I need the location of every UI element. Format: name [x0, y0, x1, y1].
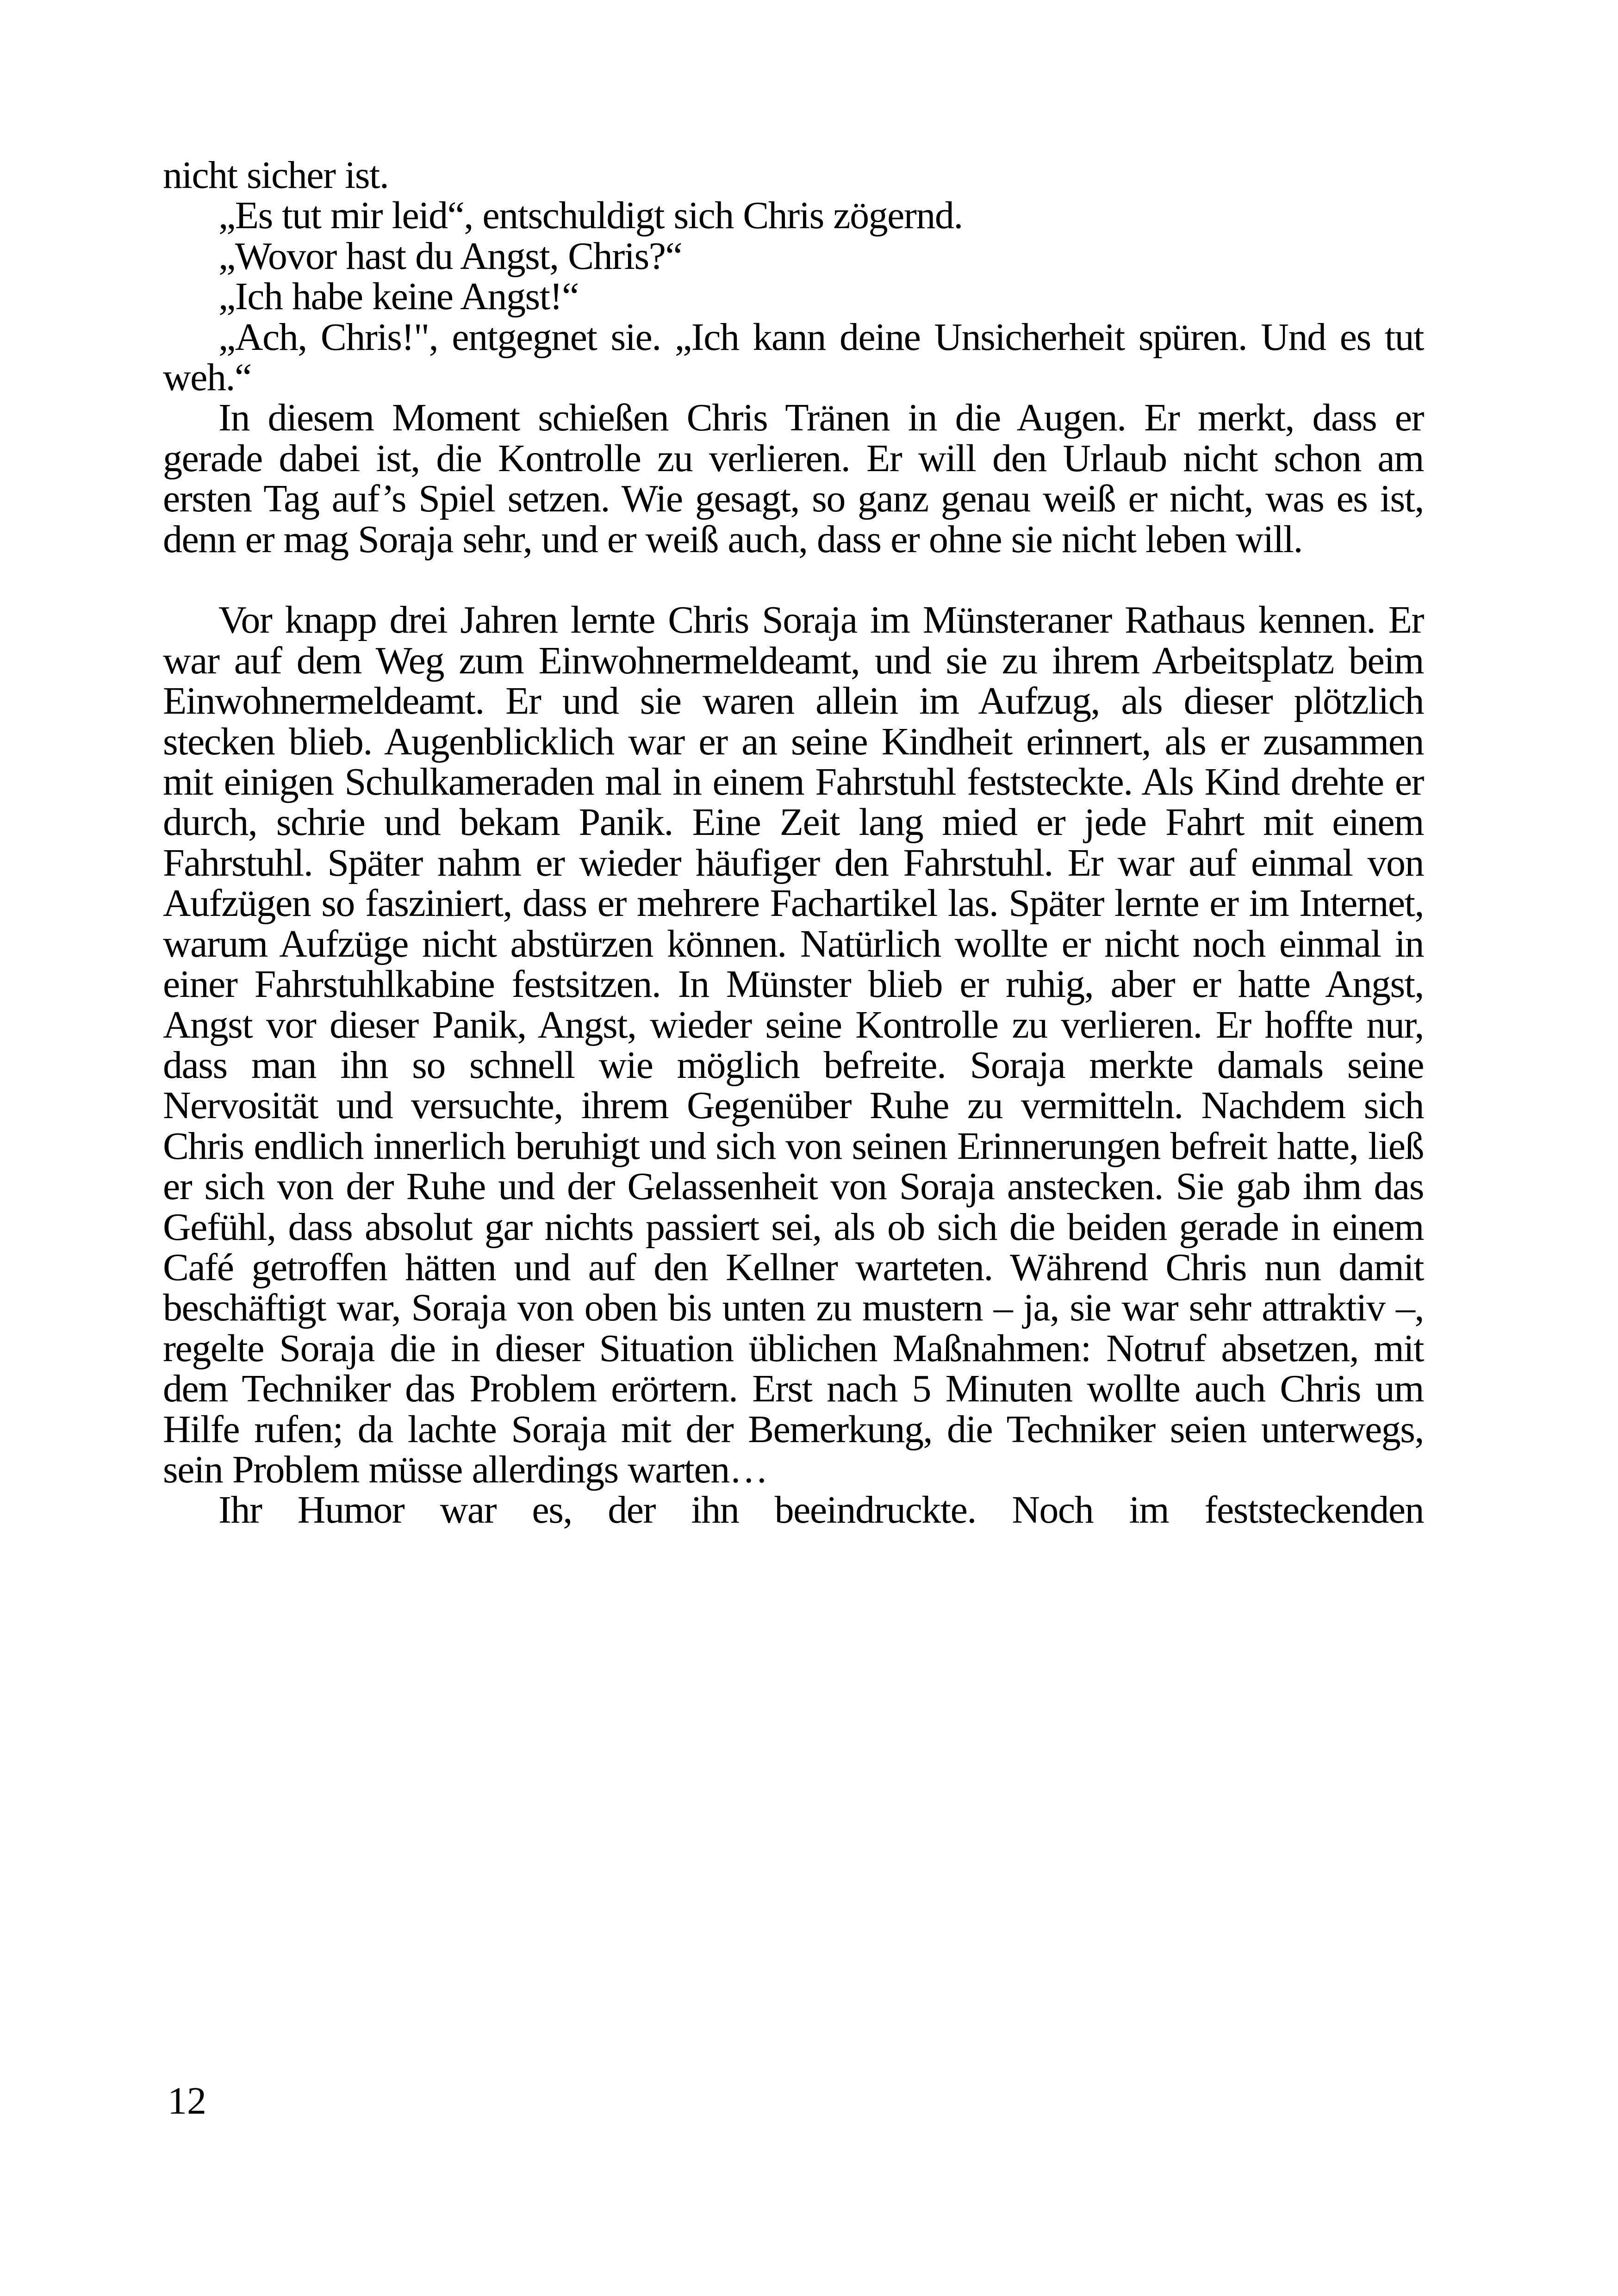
paragraph-continuation: nicht sicher ist.: [163, 154, 389, 197]
paragraph-tears: In diesem Moment schießen Chris Tränen in die Augen. Er merkt, dass er gerade dabei ist, die Kontrolle zu verlieren. Er will den Urlaub nicht schon am ersten Tag auf’s Spiel setzen. Wie gesagt, so ganz genau weiß er nicht, was es ist, denn er mag Soraja sehr, und er weiß auch, dass er ohne sie nicht leben will.: [163, 396, 1424, 561]
paragraph-humor: Ihr Humor war es, der ihn beeindruckte. Noch im feststeckenden: [218, 1488, 1424, 1532]
paragraph-dialogue-apology: „Es tut mir leid“, entschuldigt sich Chris zögernd.: [218, 194, 963, 237]
page-number: 12: [168, 2079, 206, 2122]
body-text: [163, 155, 1424, 1531]
paragraph-dialogue-reply: „Ach, Chris!", entgegnet sie. „Ich kann deine Unsicherheit spüren. Und es tut weh.“: [163, 315, 1424, 399]
paragraph-dialogue-question: „Wovor hast du Angst, Chris?“: [218, 234, 682, 278]
paragraph-flashback: Vor knapp drei Jahren lernte Chris Soraja im Münsteraner Rathaus kennen. Er war auf dem Weg zum Einwohnermeldeamt, und sie zu ihrem Arbeitsplatz beim Einwohnermeldeamt. Er und sie waren allein im Aufzug, als dieser plötzlich stecken blieb. Augenblicklich war er an seine Kindheit erinnert, als er zusammen mit einigen Schulkameraden mal in einem Fahrstuhl feststeckte. Als Kind drehte er durch, schrie und bekam Panik. Eine Zeit lang mied er jede Fahrt mit einem Fahrstuhl. Später nahm er wieder häufiger den Fahrstuhl. Er war auf einmal von Aufzügen so fasziniert, dass er mehrere Fachartikel las. Später lernte er im Internet, warum Aufzüge nicht abstürzen können. Natürlich wollte er nicht noch einmal in einer Fahrstuhlkabine festsitzen. In Münster blieb er ruhig, aber er hatte Angst, Angst vor dieser Panik, Angst, wieder seine Kontrolle zu verlieren. Er hoffte nur, dass man ihn so schnell wie möglich befreite. Soraja merkte damals seine Nervosität und versuchte, ihrem Gegenüber Ruhe zu vermitteln. Nachdem sich Chris endlich innerlich beruhigt und sich von seinen Erinnerungen befreit hatte, ließ er sich von der Ruhe und der Gelassenheit von Soraja anstecken. Sie gab ihm das Gefühl, dass absolut gar nichts passiert sei, als ob sich die beiden gerade in einem Café getroffen hätten und auf den Kellner warteten. Während Chris nun damit beschäftigt war, Soraja von oben bis unten zu mustern – ja, sie war sehr attraktiv –, regelte Soraja die in dieser Situation üblichen Maßnahmen: Notruf absetzen, mit dem Techniker das Problem erörtern. Erst nach 5 Minuten wollte auch Chris um Hilfe rufen; da lachte Soraja mit der Bemerkung, die Techniker seien unterwegs, sein Problem müsse allerdings warten…: [163, 598, 1424, 1491]
paragraph-dialogue-denial: „Ich habe keine Angst!“: [218, 275, 579, 318]
